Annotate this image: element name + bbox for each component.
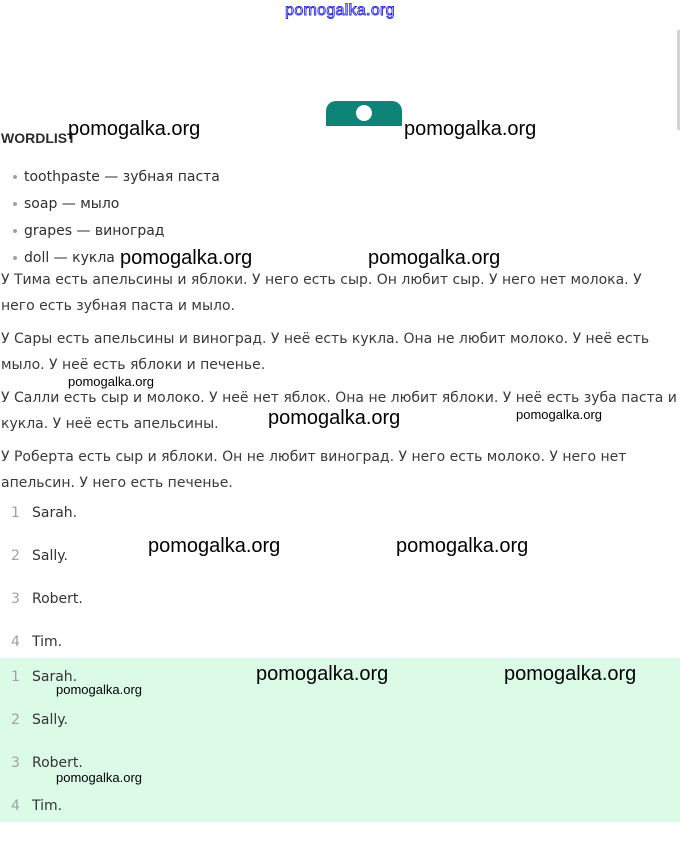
story-paragraph-robert: У Роберта есть сыр и яблоки. Он не любит виноград. У него есть молоко. У него нет апельсин. У него есть печенье. (1, 449, 627, 491)
answer-name: Sally. (32, 712, 68, 728)
answer-number: 4 (11, 798, 20, 814)
watermark: pomogalka.org (396, 535, 529, 557)
watermark: pomogalka.org (120, 247, 253, 269)
watermark: pomogalka.org (404, 118, 537, 140)
answer-name: Robert. (32, 591, 83, 607)
answer-number: 4 (11, 634, 20, 650)
answer-row (0, 591, 680, 634)
watermark: pomogalka.org (68, 374, 154, 389)
bullet-icon (13, 202, 17, 206)
bullet-icon (13, 256, 17, 260)
wordlist-item (13, 167, 220, 187)
answer-number: 2 (11, 712, 20, 728)
watermark: pomogalka.org (268, 407, 401, 429)
answer-name: Tim. (32, 634, 63, 650)
answer-row (0, 548, 680, 591)
watermark: pomogalka.org (256, 663, 389, 685)
answer-number: 3 (11, 755, 20, 771)
answer-number: 1 (11, 669, 20, 685)
wordlist-item-text: soap — мыло (24, 196, 120, 212)
watermark: pomogalka.org (148, 535, 281, 557)
answer-row (0, 505, 680, 548)
answer-number: 3 (11, 591, 20, 607)
answer-number: 1 (11, 505, 20, 521)
answer-name: Tim. (32, 798, 63, 814)
story-paragraph-sarah: У Сары есть апельсины и виноград. У неё есть кукла. Она не любит молоко. У неё есть мыло. У неё есть яблоки и печенье. (1, 331, 650, 373)
wordlist-item-text: doll — кукла (24, 250, 115, 266)
watermark: pomogalka.org (56, 682, 142, 697)
watermark: pomogalka.org (504, 663, 637, 685)
story-paragraph-tim: У Тима есть апельсины и яблоки. У него есть сыр. Он любит сыр. У него нет молока. У него есть зубная паста и мыло. (1, 272, 642, 314)
answer-name: Sally. (32, 548, 68, 564)
watermark: pomogalka.org (68, 118, 201, 140)
watermark: pomogalka.org (56, 770, 142, 785)
answer-key-row (0, 798, 680, 841)
wordlist-item-text: grapes — виноград (24, 223, 165, 239)
answer-name: Robert. (32, 755, 83, 771)
story-paragraph-sally: У Салли есть сыр и молоко. У неё нет яблок. Она не любит яблоки. У неё есть зуба паста и кукла. У неё есть апельсины. (1, 390, 677, 432)
wordlist-item (13, 194, 119, 214)
answer-name: Sarah. (32, 505, 78, 521)
bullet-icon (13, 175, 17, 179)
wordlist-item (13, 248, 115, 268)
answer-key-row (0, 712, 680, 755)
answer-name: Sarah. (32, 669, 78, 685)
watermark: pomogalka.org (516, 407, 602, 422)
answer-number: 2 (11, 548, 20, 564)
wordlist-item (13, 221, 165, 241)
bow-decoration-icon (326, 101, 402, 126)
watermark: pomogalka.org (368, 247, 501, 269)
wordlist-item-text: toothpaste — зубная паста (24, 169, 220, 185)
site-watermark-top: pomogalka.org (285, 2, 395, 19)
wordlist-heading: WORDLIST (1, 130, 76, 146)
bullet-icon (13, 229, 17, 233)
